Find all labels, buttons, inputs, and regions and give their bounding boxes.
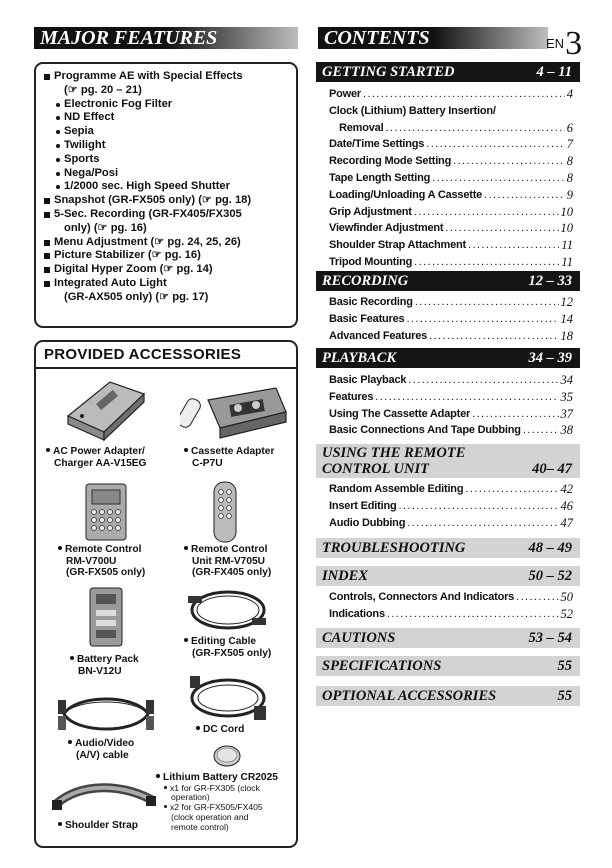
section-title-line2: CONTROL UNIT [322,461,430,477]
leader-dots [426,136,565,153]
toc-entry [329,294,573,311]
editing-cable-illustration [186,586,270,636]
features-box [34,62,298,328]
major-features-heading: MAJOR FEATURES [34,27,298,49]
lithium-battery-label: Lithium Battery CR2025 x1 for GR-FX305 (clock operation) x2 for GR-FX505/FX405 (clock operation and remote control) [156,772,278,832]
section-header [316,538,580,558]
section-title: TROUBLESHOOTING [322,540,466,556]
section-header [316,628,580,648]
leader-dots [385,120,564,137]
toc-entry [329,372,573,389]
av-cable-label: Audio/Video (A/V) cable [68,738,134,761]
remote-control-illustration [84,482,130,542]
feature-item: Picture Stabilizer (☞ pg. 16) [44,249,288,263]
toc-entry-page: 35 [560,389,573,404]
toc-entry-page: 18 [560,328,573,343]
toc-entry-page: 6 [566,120,573,135]
section-header [316,686,580,706]
section-title: PLAYBACK [322,350,397,366]
section-page-range: 55 [557,658,572,674]
cassette-adapter-label: Cassette Adapter C-P7U [184,446,274,469]
toc-entry [329,120,573,137]
leader-dots [406,311,558,328]
features-list [44,70,288,305]
leader-dots [472,406,558,423]
toc-entry-title: Loading/Unloading A Cassette [329,188,483,201]
leader-dots [407,515,558,532]
leader-dots [445,220,558,237]
toc-entry-page: 11 [561,254,573,269]
feature-item: Programme AE with Special Effects [44,70,288,84]
section-page-range: 40– 47 [532,461,572,477]
toc-entry-title: Basic Playback [329,374,407,386]
section-title: SPECIFICATIONS [322,658,442,674]
toc-entry-title: Basic Features [329,312,405,325]
toc-entry-title: Power [329,88,362,100]
toc-entry-title: Insert Editing [329,499,397,512]
toc-entry-title: Removal [339,121,384,134]
section-entries [329,86,573,271]
toc-entry-title: Random Assemble Editing [329,483,464,495]
section-page-range: 34 – 39 [528,350,572,366]
lithium-battery-illustration [212,744,242,768]
toc-entry-title: Tape Length Setting [329,171,431,184]
toc-entry-page: 9 [566,187,573,202]
leader-dots [432,170,565,187]
section-page-range: 12 – 33 [528,273,572,289]
leader-dots [414,204,559,221]
feature-item: 1/2000 sec. High Speed Shutter [44,180,288,194]
toc-entry [329,422,573,439]
toc-entry-page: 42 [560,482,573,496]
toc-entry-title: Using The Cassette Adapter [329,407,471,420]
toc-entry-page: 47 [560,515,573,530]
feature-item: Twilight [44,139,288,153]
toc-entry [329,86,573,103]
accessories-box [34,340,298,848]
toc-entry-page: 34 [560,373,573,387]
toc-entry [329,220,573,237]
leader-dots [468,237,559,254]
feature-item: only) (☞ pg. 16) [64,221,147,234]
feature-item: Snapshot (GR-FX505 only) (☞ pg. 18) [44,194,288,208]
toc-entry [329,589,573,606]
av-cable-illustration [56,692,156,736]
toc-entry-page: 10 [560,204,573,219]
leader-dots [363,86,565,103]
leader-dots [453,153,565,170]
toc-entry-page: 52 [560,606,573,621]
feature-item: Menu Adjustment (☞ pg. 24, 25, 26) [44,236,288,250]
toc-entry-page: 10 [560,221,573,236]
battery-pack-illustration [86,586,126,648]
page-number [546,19,583,62]
section-page-range: 53 – 54 [528,630,572,646]
toc-entry-title: Date/Time Settings [329,138,425,151]
toc-entry [329,170,573,187]
toc-entry-page: 14 [560,311,573,326]
feature-item: (GR-AX505 only) (☞ pg. 17) [64,290,209,303]
toc-entry [329,103,573,120]
toc-entry-title: Features [329,390,374,403]
divider [36,367,296,369]
section-header [316,444,580,478]
toc-entry [329,254,573,271]
toc-entry [329,515,573,532]
feature-item: Sepia [44,125,288,139]
leader-dots [465,481,558,498]
contents-heading: CONTENTS [318,27,548,49]
feature-item: (☞ pg. 20 – 21) [64,83,142,96]
section-entries [329,372,573,439]
ac-adapter-label: AC Power Adapter/ Charger AA-V15EG [46,446,146,469]
section-header [316,62,580,82]
toc-entry [329,311,573,328]
section-entries [329,589,573,623]
toc-entry [329,481,573,498]
toc-entry [329,237,573,254]
leader-dots [387,606,559,623]
toc-entry-title: Basic Connections And Tape Dubbing [329,424,521,437]
toc-entry-page: 8 [566,154,573,169]
toc-entry-title: Recording Mode Setting [329,155,452,168]
toc-entry-page: 37 [560,406,573,421]
toc-entry-page: 11 [561,238,573,253]
page-number-value: 3 [565,25,583,62]
section-header [316,566,580,586]
leader-dots [429,328,558,345]
section-entries [329,294,573,344]
leader-dots [415,294,559,311]
section-page-range: 55 [557,688,572,704]
section-header [316,271,580,291]
toc-entry-page: 8 [566,170,573,185]
feature-item: Sports [44,153,288,167]
language-code: EN [546,36,565,51]
shoulder-strap-label: Shoulder Strap [58,820,138,832]
toc-entry-title: Grip Adjustment [329,205,412,218]
section-page-range: 48 – 49 [528,540,572,556]
toc-entry-title: Controls, Connectors And Indicators [329,591,515,603]
toc-entry [329,406,573,423]
dc-cord-illustration [186,672,270,724]
section-title: RECORDING [322,273,409,289]
section-entries [329,481,573,531]
leader-dots [408,372,558,389]
toc-entry-page: 50 [560,590,573,604]
toc-entry-page: 7 [566,137,573,152]
toc-entry-title: Audio Dubbing [329,516,406,529]
feature-item: 5-Sec. Recording (GR-FX405/FX305 [44,208,288,222]
toc-entry-page: 38 [560,423,573,438]
toc-entry [329,136,573,153]
toc-entry-title: Viewfinder Adjustment [329,222,444,235]
toc-entry-title: Advanced Features [329,329,428,342]
section-page-range: 4 – 11 [536,64,572,80]
toc-entry [329,606,573,623]
toc-entry-page: 4 [566,87,573,101]
accessories-title: PROVIDED ACCESSORIES [44,346,242,363]
toc-entry-page: 12 [560,295,573,309]
shoulder-strap-illustration [52,778,156,818]
section-header [316,348,580,368]
toc-entry-title: Basic Recording [329,296,413,308]
remote2-label: Remote Control Unit RM-V705U (GR-FX405 only) [184,544,271,579]
feature-item: Electronic Fog Filter [44,98,288,112]
toc-entry-page: 46 [560,498,573,513]
cassette-adapter-illustration [180,382,290,444]
battery-label: Battery Pack BN-V12U [70,654,139,677]
section-title: USING THE REMOTE [322,445,466,461]
feature-item: Nega/Posi [44,167,288,181]
section-title: OPTIONAL ACCESSORIES [322,688,497,704]
remote1-label: Remote Control RM-V700U (GR-FX505 only) [58,544,145,579]
leader-dots [398,498,558,515]
leader-dots [498,103,571,120]
toc-entry [329,389,573,406]
section-header [316,656,580,676]
toc-entry-title: Shoulder Strap Attachment [329,239,466,252]
toc-entry [329,328,573,345]
toc-entry [329,204,573,221]
lithium-notes: x1 for GR-FX305 (clock operation) x2 for GR-FX505/FX405 (clock operation and remote control) [156,784,278,833]
feature-item: Digital Hyper Zoom (☞ pg. 14) [44,263,288,277]
toc-entry [329,153,573,170]
toc-entry [329,498,573,515]
section-page-range: 50 – 52 [528,568,572,584]
section-title: CAUTIONS [322,630,396,646]
toc-entry [329,187,573,204]
remote-control-slim-illustration [212,480,238,544]
feature-item: Integrated Auto Light [44,277,288,291]
leader-dots [414,254,559,271]
leader-dots [484,187,565,204]
toc-entry-title: Clock (Lithium) Battery Insertion/ [329,104,496,117]
ac-adapter-illustration [60,374,152,446]
toc-entry-title: Indications [329,607,385,620]
section-title: INDEX [322,568,368,584]
toc-entry-title: Tripod Mounting [329,255,413,268]
section-title: GETTING STARTED [322,64,455,80]
feature-item: ND Effect [44,111,288,125]
leader-dots [375,389,558,406]
leader-dots [516,589,558,606]
dc-cord-label: DC Cord [196,724,244,736]
leader-dots [523,422,559,439]
editing-cable-label: Editing Cable (GR-FX505 only) [184,636,271,659]
